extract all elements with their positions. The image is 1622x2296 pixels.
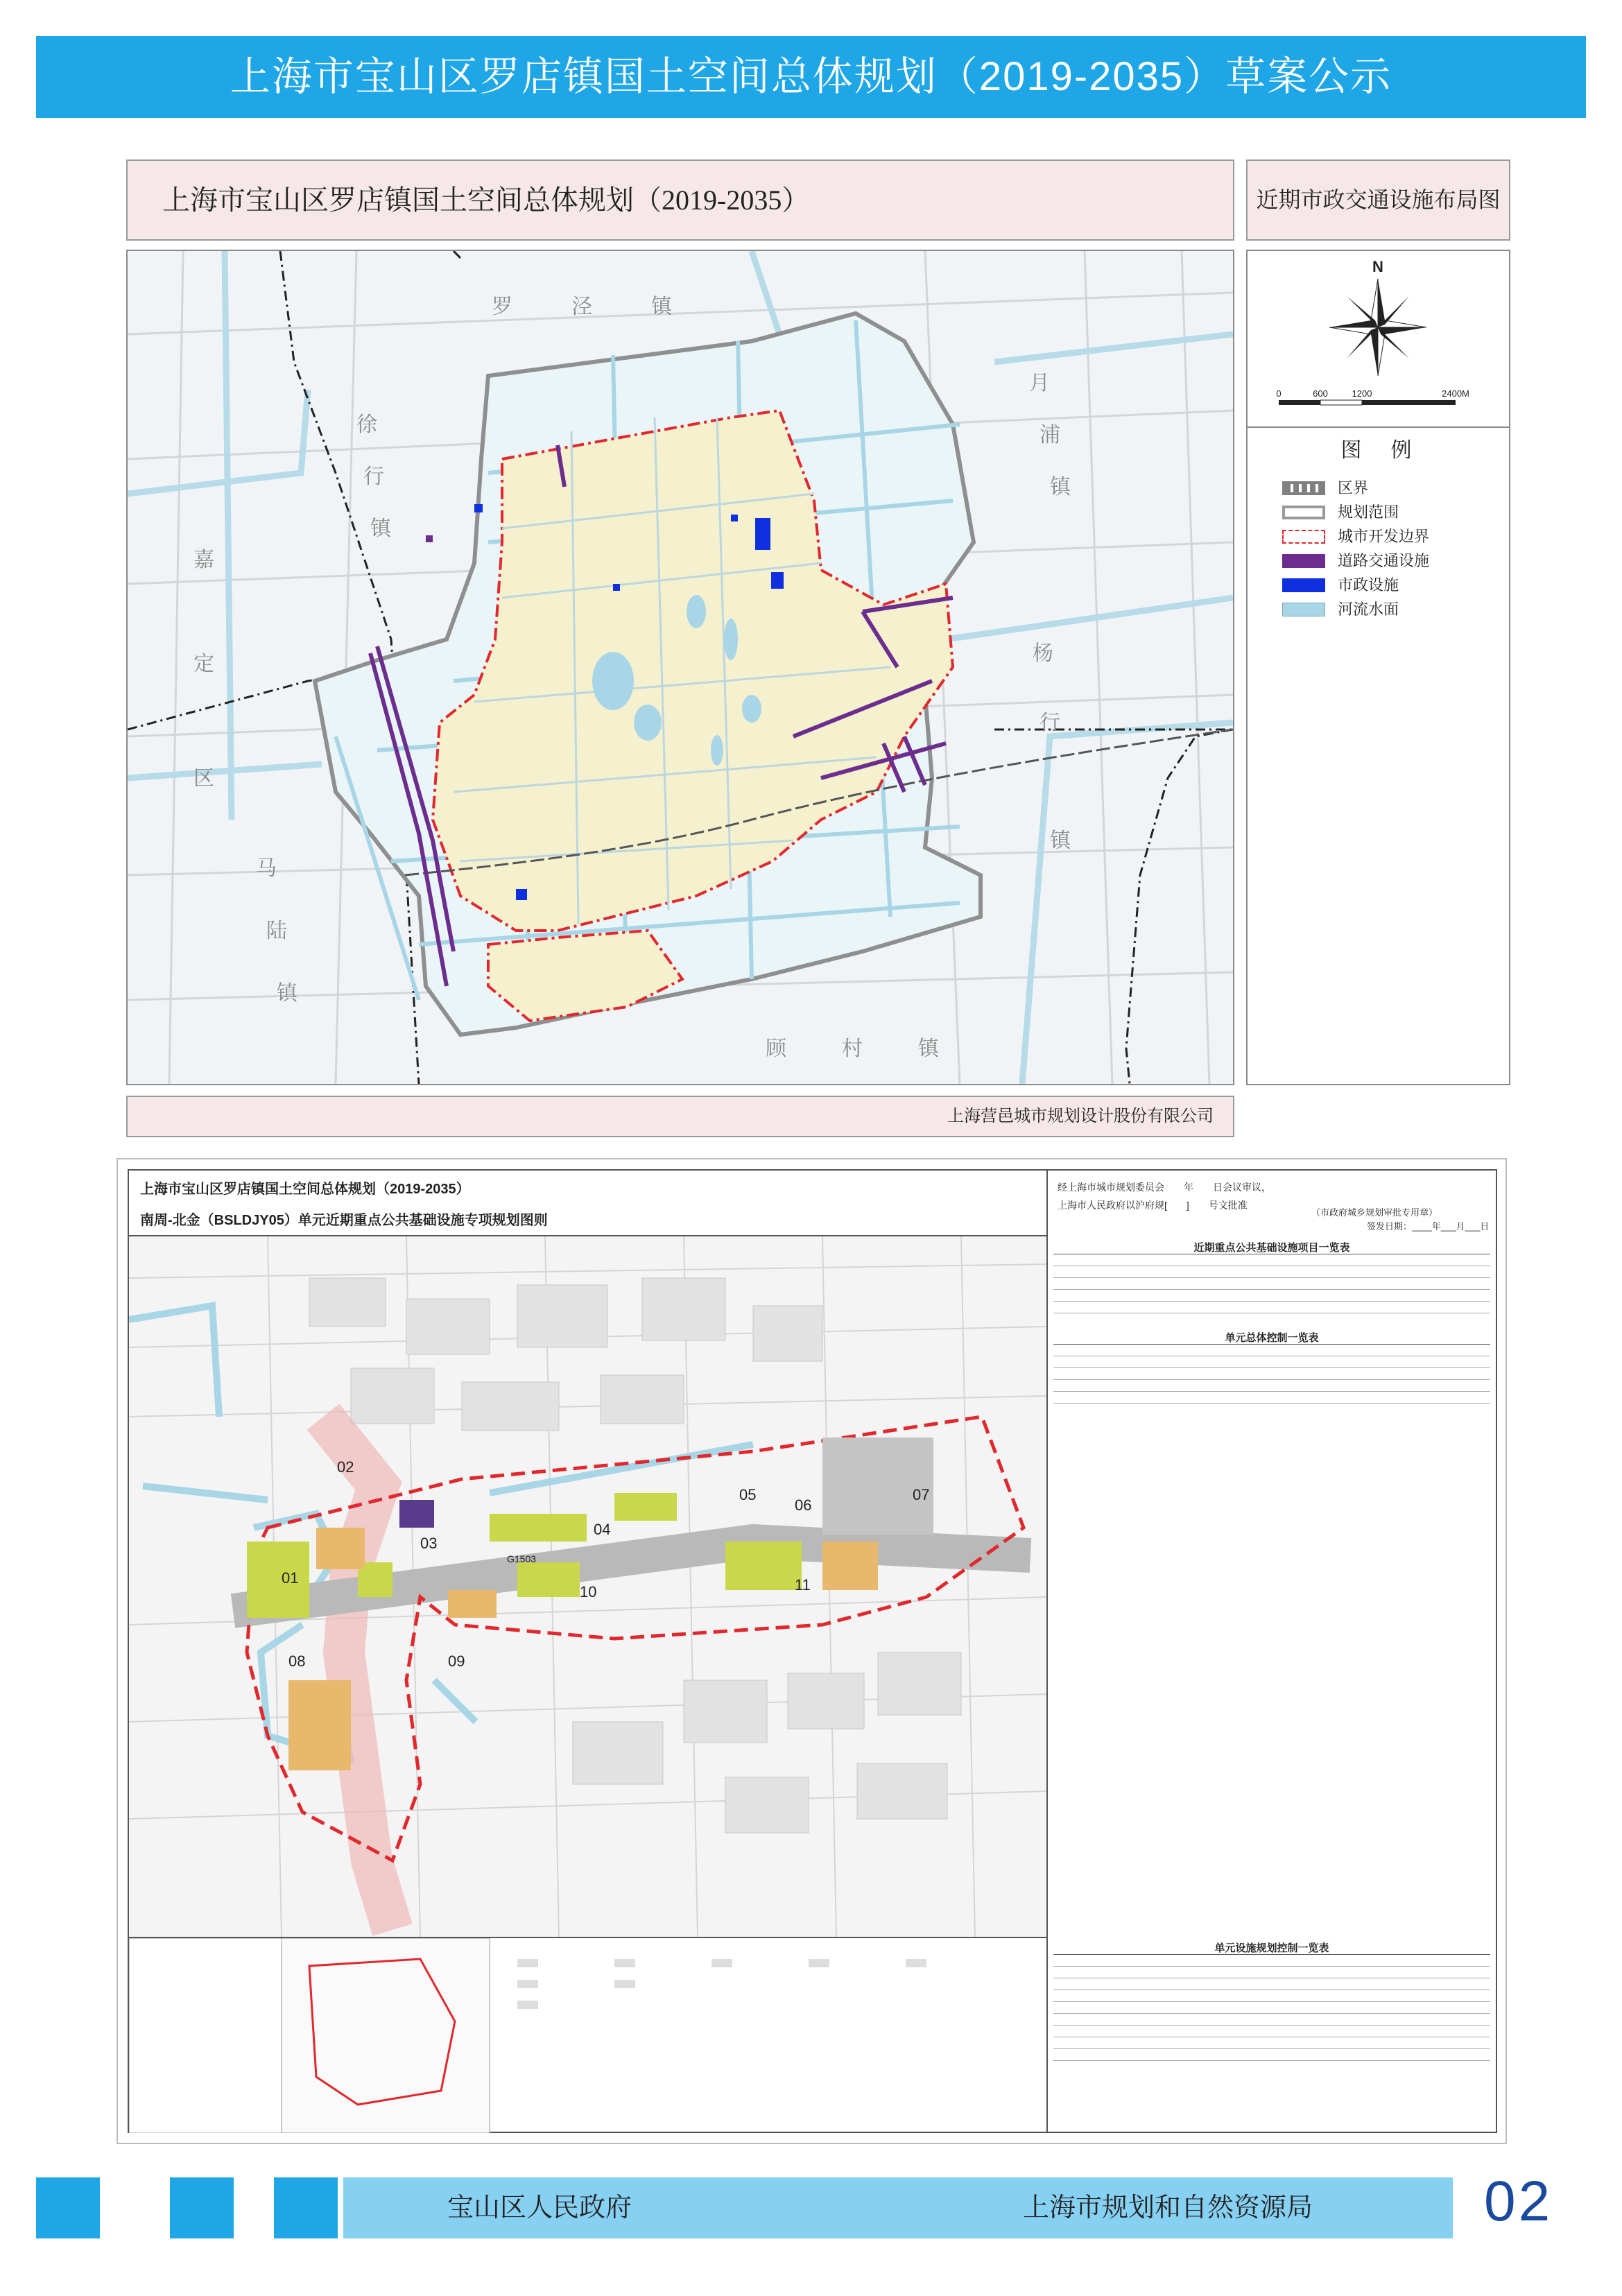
place-label-gucun-1: 顾 [766,1037,786,1060]
approval-line-2: 上海市人民政府以沪府规[ ] 号文批准 [1058,1200,1248,1211]
place-label-xuhang-2: 行 [363,465,384,488]
compass-scale-area [1248,251,1509,428]
place-label-jiading-3: 区 [193,767,214,790]
scale-bar [1279,400,1456,405]
place-label-gucun-2: 村 [842,1037,863,1060]
footer-block-2 [170,2177,234,2238]
unit-plan-map-graphic [129,1236,1046,1937]
approval-date: 签发日期：____年___月___日 [1367,1221,1490,1232]
approval-seal-note: （市政府城乡规划审批专用章） [1311,1207,1438,1218]
map-side-panel: N 0 600 1200 2400M 图 例 区界 规划范围 城市开发边界 道路交通设施 市政设施 河流水面 [1246,250,1510,1085]
place-label-luojing-3: 镇 [651,295,672,318]
unit-plan-frame [128,1169,1497,2133]
unit-label-08: 08 [288,1652,306,1670]
map-subtitle-box [1246,159,1510,241]
table-projects [1053,1254,1490,1313]
planning-map [126,250,1234,1085]
map-title-box [126,159,1234,241]
unit-label-06: 06 [795,1496,812,1514]
map-title: 上海市宝山区罗店镇国土空间总体规划（2019-2035） [162,184,810,216]
place-label-yuepu-2: 浦 [1039,424,1060,447]
credit-text: 上海营邑城市规划设计股份有限公司 [947,1107,1214,1125]
table-title-projects: 近期重点公共基础设施项目一览表 [1193,1242,1350,1254]
map-subtitle: 近期市政交通设施布局图 [1256,187,1501,212]
place-label-yanghang-1: 杨 [1033,642,1053,665]
table-unit-control [1053,1344,1490,1404]
unit-label-02: 02 [337,1458,354,1476]
scale-label-0: 0 [1276,388,1282,399]
unit-label-04: 04 [594,1521,611,1538]
place-label-yuepu-3: 镇 [1050,476,1071,499]
footer-bar [343,2177,1453,2238]
table-title-facilities: 单元设施规划控制一览表 [1214,1942,1329,1954]
unit-label-01: 01 [282,1569,299,1587]
place-label-xuhang-1: 徐 [356,413,377,436]
unit-label-03: 03 [420,1535,438,1552]
unit-plan-header [129,1171,1046,1236]
footer-issuer-right: 上海市规划和自然资源局 [1023,2193,1313,2222]
place-label-xuhang-3: 镇 [370,517,391,540]
place-label-luojing-2: 泾 [571,295,592,318]
place-label-gucun-3: 镇 [918,1037,939,1060]
unit-label-09: 09 [448,1652,465,1670]
scale-label-600: 600 [1313,388,1328,399]
place-label-malu-1: 马 [256,857,277,880]
footer-issuer-left: 宝山区人民政府 [447,2193,632,2222]
unit-label-05: 05 [739,1486,757,1503]
place-label-malu-3: 镇 [277,982,297,1005]
compass-icon [1248,251,1509,424]
place-label-jiading-1: 嘉 [193,549,214,571]
banner-title: 上海市宝山区罗店镇国土空间总体规划（2019-2035）草案公示 [230,54,1392,99]
top-banner [36,36,1586,118]
place-label-luojing-1: 罗 [492,295,512,318]
unit-label-11: 11 [795,1576,811,1594]
unit-plan-title: 上海市宝山区罗店镇国土空间总体规划（2019-2035） [140,1182,470,1197]
scale-label-2400: 2400M [1442,388,1469,399]
scale-label-1200: 1200 [1352,388,1372,399]
legend-title: 图 例 [1340,439,1416,462]
page-number: 02 [1484,2170,1553,2233]
credit-box [126,1096,1234,1137]
place-label-yuepu-1: 月 [1029,372,1050,395]
unit-plan-subtitle: 南周-北金（BSLDJY05）单元近期重点公共基础设施专项规划图则 [140,1213,548,1228]
approval-line-1: 经上海市城市规划委员会 年 日会议审议， [1058,1182,1271,1193]
unit-label-10: 10 [580,1583,597,1600]
planning-map-graphic [128,251,1233,1084]
unit-plan-legend-area [129,1937,1046,2132]
place-label-jiading-2: 定 [193,653,214,675]
place-label-malu-2: 陆 [266,920,287,942]
unit-plan-sheet [117,1158,1507,2144]
place-label-yanghang-3: 镇 [1050,829,1071,852]
unit-plan-legend-graphic [129,1938,1046,2133]
table-title-unit-control: 单元总体控制一览表 [1225,1332,1319,1344]
compass-north-label: N [1372,258,1383,275]
footer-block-3 [274,2177,338,2238]
unit-plan-map [129,1236,1046,1937]
road-label-g1503: G1503 [507,1553,537,1564]
unit-label-07: 07 [913,1486,930,1503]
unit-plan-tables [1046,1171,1496,2132]
table-facilities [1053,1954,1490,2061]
place-label-yanghang-2: 行 [1039,711,1060,734]
footer-block-1 [36,2177,100,2238]
